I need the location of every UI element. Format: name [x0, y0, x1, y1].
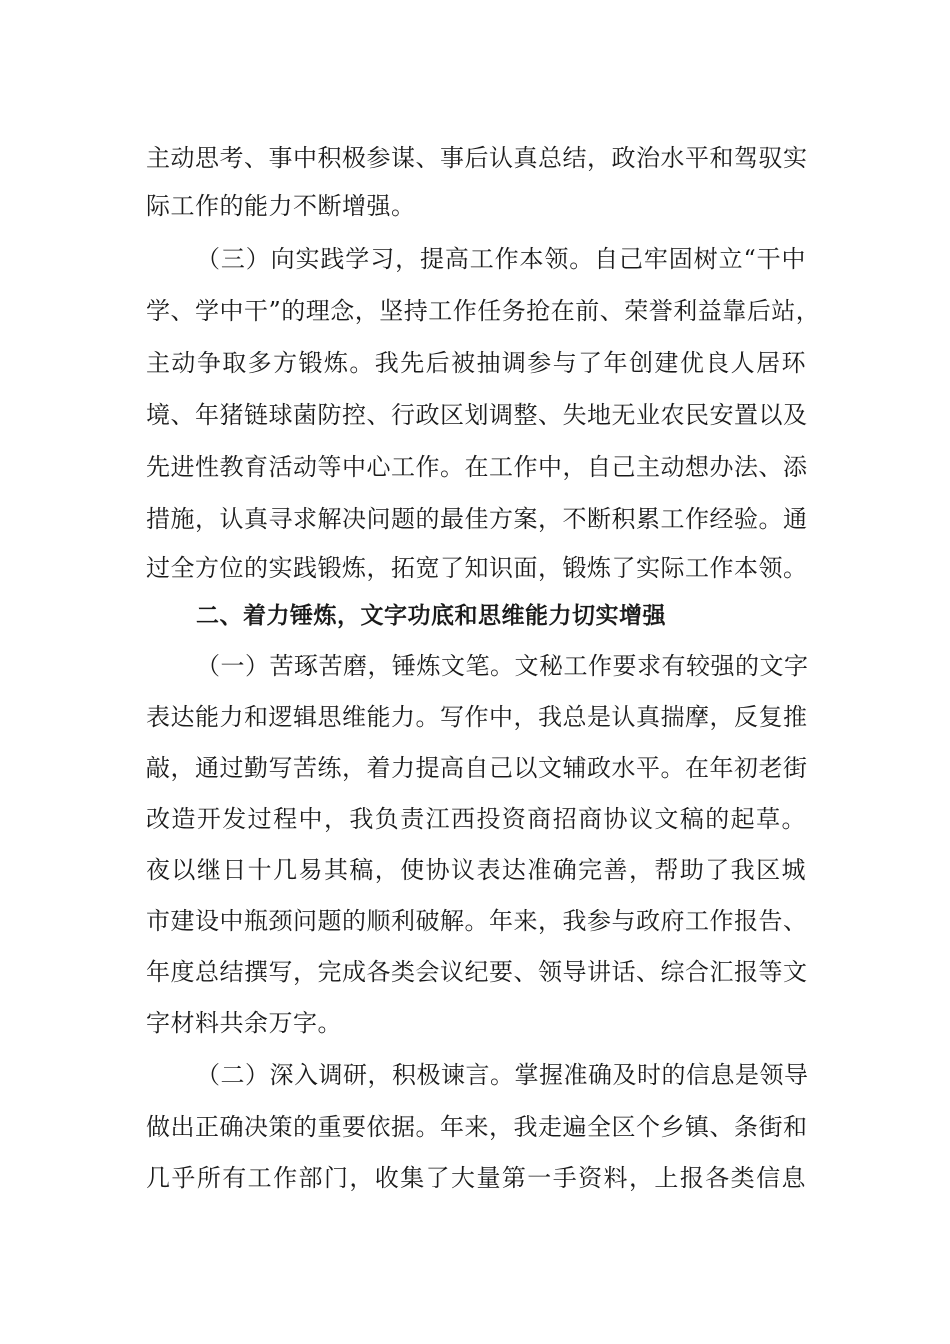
paragraph-line: 年度总结撰写，完成各类会议纪要、领导讲话、综合汇报等文 [146, 958, 808, 986]
paragraph-line: 主动争取多方锻炼。我先后被抽调参与了年创建优良人居环 [146, 349, 806, 377]
paragraph-line: 敲，通过勤写苦练，着力提高自己以文辅政水平。在年初老街 [146, 754, 808, 782]
paragraph-line: 做出正确决策的重要依据。年来，我走遍全区个乡镇、条街和 [146, 1113, 808, 1141]
paragraph-line: 学、学中干”的理念，坚持工作任务抢在前、荣誉利益靠后站， [146, 297, 821, 325]
paragraph-line: 过全方位的实践锻炼，拓宽了知识面，锻炼了实际工作本领。 [146, 554, 808, 582]
paragraph-line: 改造开发过程中，我负责江西投资商招商协议文稿的起草。 [146, 805, 806, 833]
paragraph-line: 先进性教育活动等中心工作。在工作中，自己主动想办法、添 [146, 453, 808, 481]
paragraph-line: 夜以继日十几易其稿，使协议表达准确完善，帮助了我区城 [146, 856, 806, 884]
paragraph-line: 主动思考、事中积极参谋、事后认真总结，政治水平和驾驭实 [146, 144, 808, 172]
paragraph-line: （一）苦琢苦磨，锤炼文笔。文秘工作要求有较强的文字 [196, 652, 809, 680]
paragraph-line: （三）向实践学习，提高工作本领。自己牢固树立“干中 [196, 245, 806, 273]
paragraph-line: 措施，认真寻求解决问题的最佳方案，不断积累工作经验。通 [146, 505, 808, 533]
paragraph-line: 际工作的能力不断增强。 [146, 192, 416, 220]
paragraph-line: （二）深入调研，积极谏言。掌握准确及时的信息是领导 [196, 1061, 809, 1089]
section-heading: 二、着力锤炼，文字功底和思维能力切实增强 [196, 603, 666, 629]
paragraph-line: 几乎所有工作部门，收集了大量第一手资料，上报各类信息 [146, 1164, 806, 1192]
paragraph-line: 字材料共余万字。 [146, 1009, 342, 1037]
paragraph-line: 市建设中瓶颈问题的顺利破解。年来，我参与政府工作报告、 [146, 907, 808, 935]
paragraph-line: 境、年猪链球菌防控、行政区划调整、失地无业农民安置以及 [146, 401, 808, 429]
paragraph-line: 表达能力和逻辑思维能力。写作中，我总是认真揣摩，反复推 [146, 703, 808, 731]
